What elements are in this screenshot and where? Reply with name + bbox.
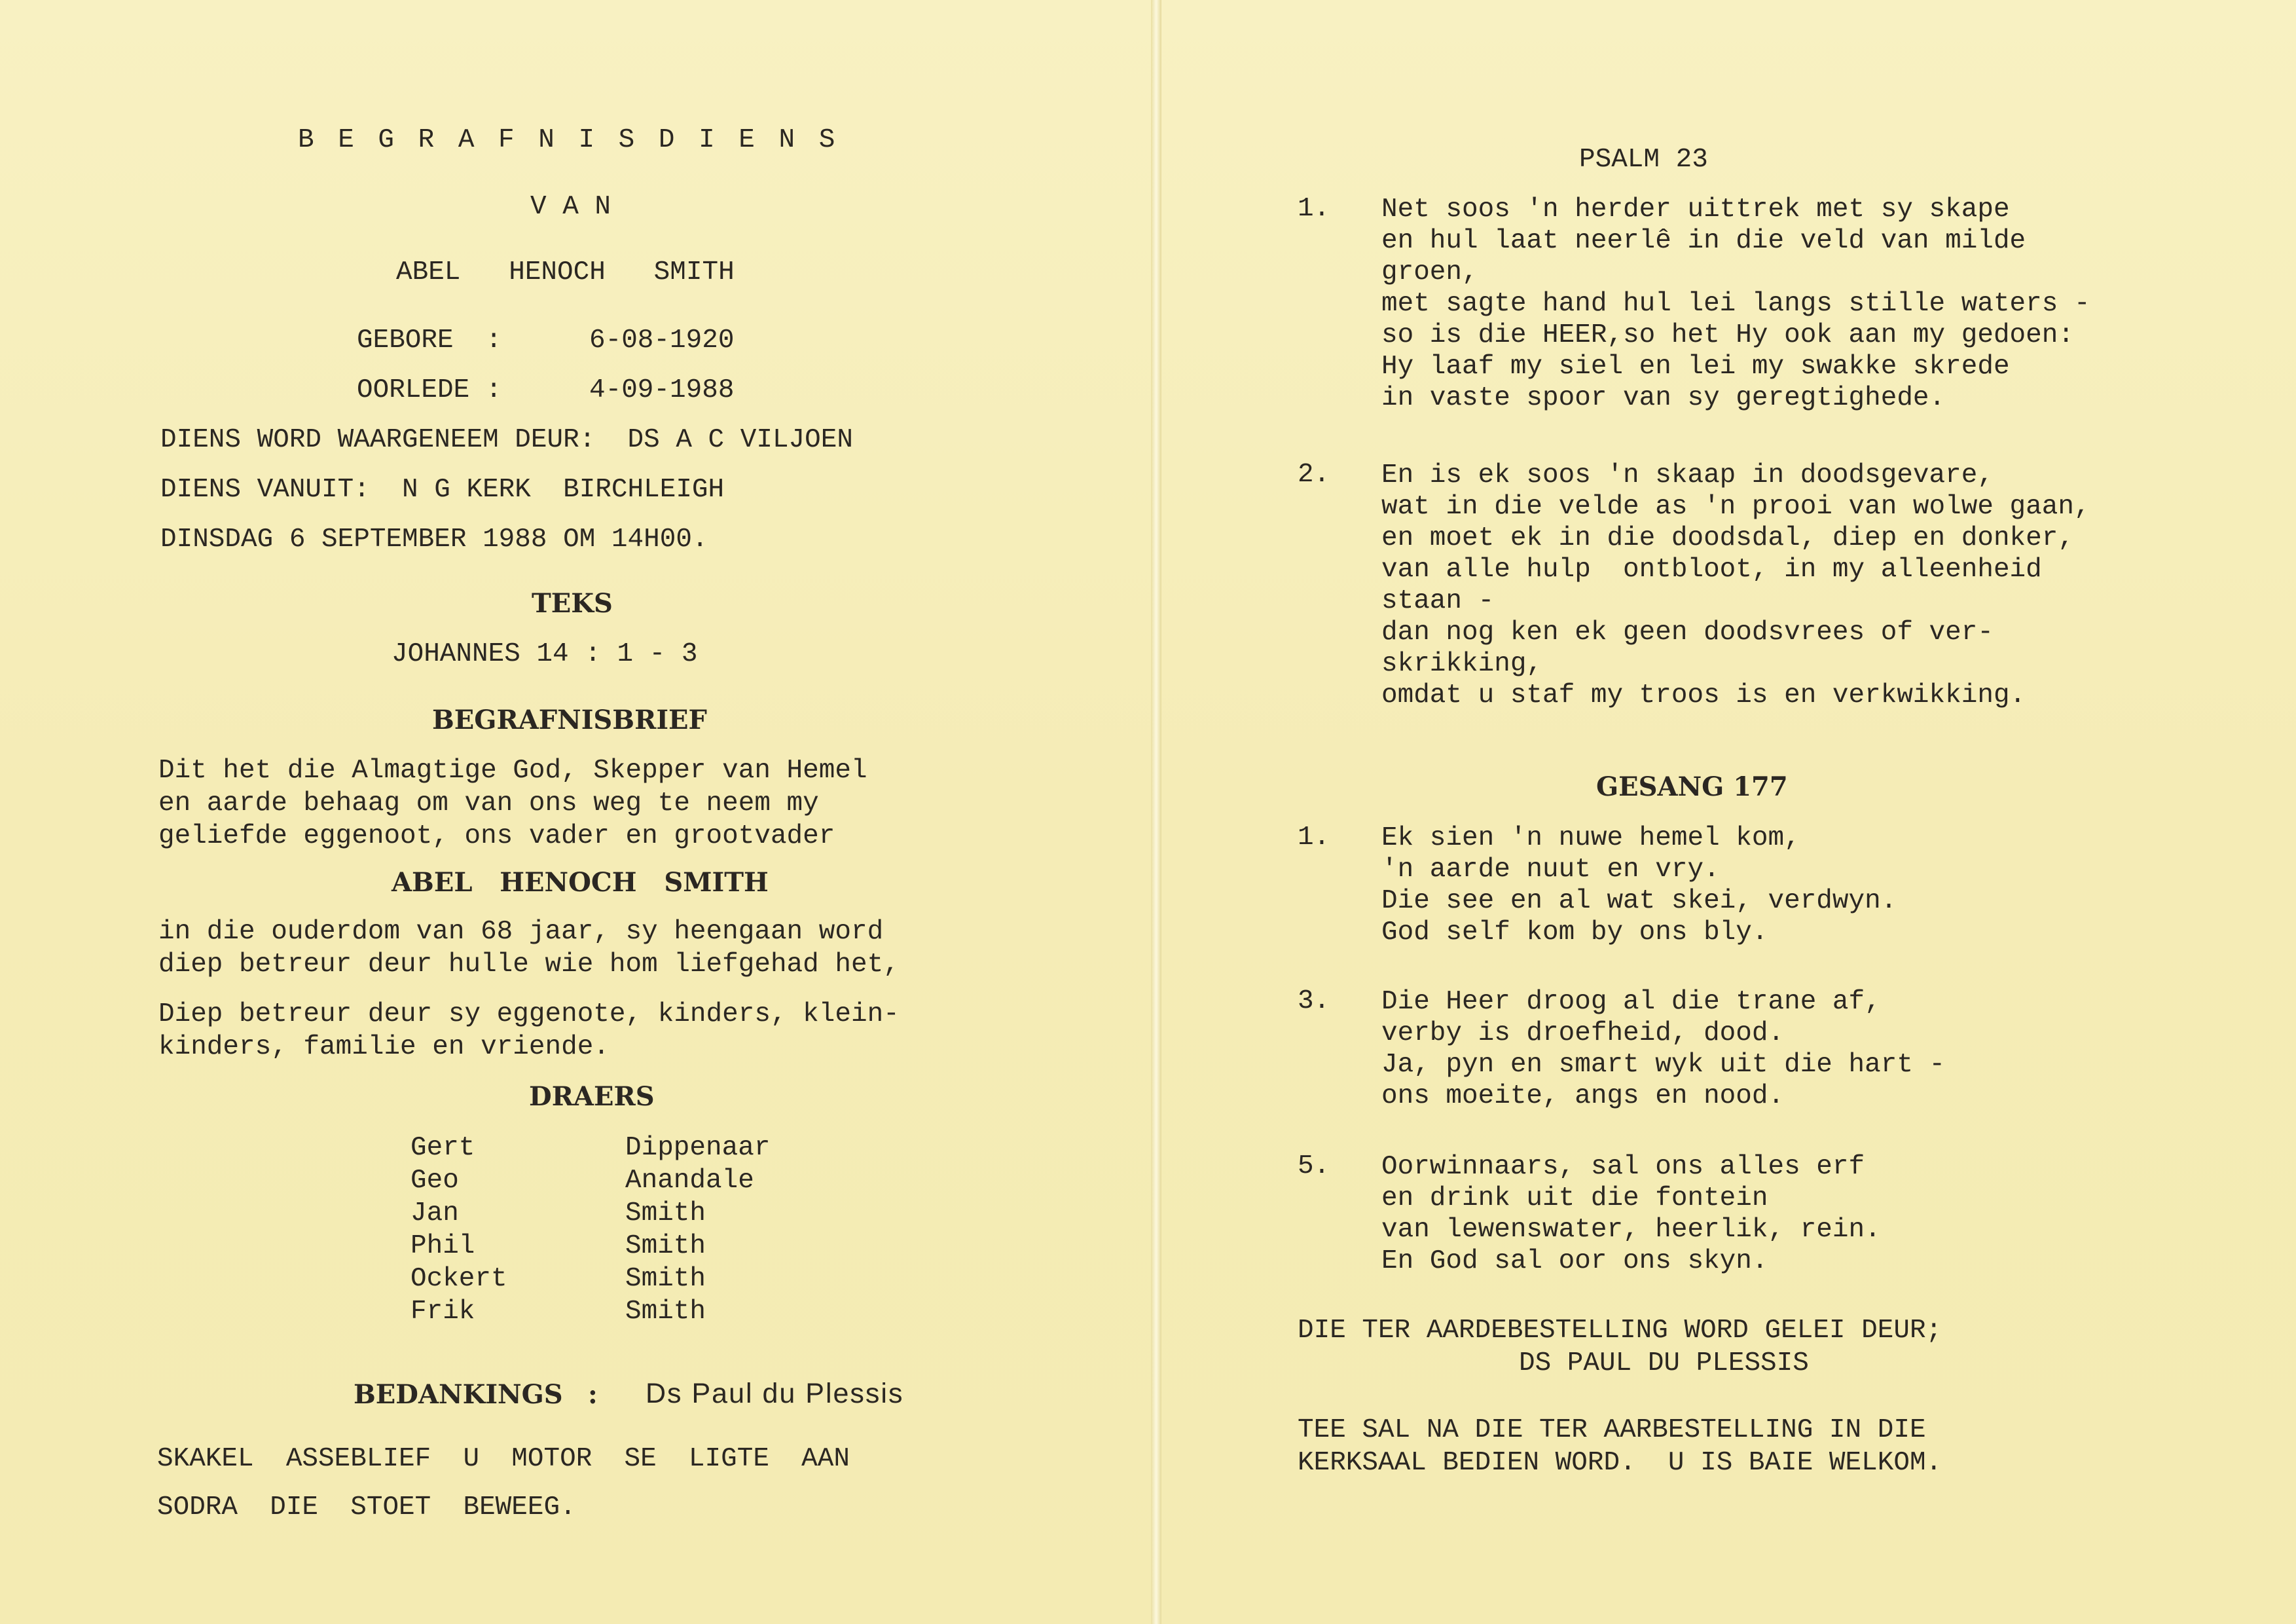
verse-line: En God sal oor ons skyn. — [1381, 1246, 1768, 1276]
verse-line: Oorwinnaars, sal ons alles erf — [1381, 1152, 1865, 1182]
bearer-last-name: Smith — [625, 1264, 706, 1294]
gesang-stanza — [1381, 822, 1897, 948]
verse-line: Ja, pyn en smart wyk uit die hart - — [1381, 1050, 1946, 1080]
born-date: 6-08-1920 — [589, 325, 735, 356]
thanks-name: Ds Paul du Plessis — [646, 1378, 904, 1409]
gesang-stanza — [1381, 1151, 1881, 1277]
van-label: V A N — [530, 192, 611, 222]
psalm-heading: PSALM 23 — [1579, 145, 1708, 175]
letter-heading: BEGRAFNISBRIEF — [432, 705, 707, 735]
verse-line: En is ek soos 'n skaap in doodsgevare, — [1381, 460, 1994, 490]
verse-line: omdat u staf my troos is en verkwikking. — [1381, 680, 2026, 710]
stanza-number: 1. — [1298, 822, 1330, 853]
letter-line: Dit het die Almagtige God, Skepper van Hemel — [158, 756, 867, 786]
officiant-line: DIENS WORD WAARGENEEM DEUR: DS A C VILJOEN — [160, 425, 853, 455]
car-lights-line: SODRA DIE STOET BEWEEG. — [157, 1492, 576, 1522]
verse-line: Hy laaf my siel en lei my swakke skrede — [1381, 352, 2010, 382]
verse-line: God self kom by ons bly. — [1381, 917, 1768, 948]
bearer-first-name: Phil — [410, 1231, 475, 1261]
thanks-label: BEDANKINGS — [354, 1379, 563, 1410]
teks-heading: TEKS — [532, 588, 613, 619]
bearers-heading: DRAERS — [529, 1081, 655, 1112]
age-line: diep betreur deur hulle wie hom liefgehad het, — [158, 950, 900, 980]
burial-note-line: DIE TER AARDEBESTELLING WORD GELEI DEUR; — [1298, 1316, 1942, 1346]
verse-line: groen, — [1381, 257, 1478, 287]
mourn-line: Diep betreur deur sy eggenote, kinders, klein- — [158, 999, 900, 1029]
verse-line: ons moeite, angs en nood. — [1381, 1081, 1785, 1111]
died-label: OORLEDE : — [357, 375, 502, 405]
verse-line: staan - — [1381, 586, 1495, 616]
bearer-last-name: Anandale — [625, 1166, 754, 1196]
bearer-first-name: Jan — [410, 1198, 459, 1228]
bearer-first-name: Gert — [410, 1133, 475, 1163]
letter-line: en aarde behaag om van ons weg te neem my — [158, 788, 819, 819]
teks-reference: JOHANNES 14 : 1 - 3 — [392, 639, 698, 669]
verse-line: wat in die velde as 'n prooi van wolwe gaan, — [1381, 492, 2090, 522]
datetime-line: DINSDAG 6 SEPTEMBER 1988 OM 14H00. — [160, 525, 708, 555]
age-line: in die ouderdom van 68 jaar, sy heengaan word — [158, 917, 884, 947]
bearer-first-name: Ockert — [410, 1264, 507, 1294]
stanza-number: 2. — [1298, 460, 1330, 490]
born-label: GEBORE : — [357, 325, 502, 356]
verse-line: Ek sien 'n nuwe hemel kom, — [1381, 823, 1800, 853]
bearer-last-name: Smith — [625, 1198, 706, 1228]
died-date: 4-09-1988 — [589, 375, 735, 405]
bearer-first-name: Frik — [410, 1297, 475, 1327]
deceased-name: ABEL HENOCH SMITH — [396, 257, 735, 287]
bearer-last-name: Dippenaar — [625, 1133, 771, 1163]
mourn-line: kinders, familie en vriende. — [158, 1032, 610, 1062]
verse-line: Die Heer droog al die trane af, — [1381, 987, 1881, 1017]
verse-line: Net soos 'n herder uittrek met sy skape — [1381, 194, 2010, 225]
stanza-number: 1. — [1298, 194, 1330, 224]
car-lights-line: SKAKEL ASSEBLIEF U MOTOR SE LIGTE AAN — [157, 1444, 850, 1474]
verse-line: dan nog ken ek geen doodsvrees of ver- — [1381, 618, 1994, 648]
verse-line: met sagte hand hul lei langs stille waters - — [1381, 289, 2090, 319]
bearer-last-name: Smith — [625, 1231, 706, 1261]
verse-line: Die see en al wat skei, verdwyn. — [1381, 886, 1897, 916]
venue-line: DIENS VANUIT: N G KERK BIRCHLEIGH — [160, 475, 725, 505]
bearer-last-name: Smith — [625, 1297, 706, 1327]
stanza-number: 5. — [1298, 1151, 1330, 1181]
bearer-first-name: Geo — [410, 1166, 459, 1196]
gesang-stanza — [1381, 986, 1945, 1112]
psalm-stanza — [1381, 194, 2090, 414]
verse-line: van alle hulp ontbloot, in my alleenheid — [1381, 555, 2042, 585]
letter-line: geliefde eggenoot, ons vader en grootvader — [158, 821, 835, 851]
verse-line: so is die HEER,so het Hy ook aan my gedoen: — [1381, 320, 2074, 350]
letter-deceased-name: ABEL HENOCH SMITH — [392, 867, 769, 898]
verse-line: en moet ek in die doodsdal, diep en donker, — [1381, 523, 2074, 553]
page-fold — [1151, 0, 1161, 1624]
stanza-number: 3. — [1298, 986, 1330, 1016]
tea-note-line: KERKSAAL BEDIEN WORD. U IS BAIE WELKOM. — [1298, 1448, 1942, 1478]
thanks-colon: : — [588, 1379, 598, 1410]
verse-line: in vaste spoor van sy geregtighede. — [1381, 383, 1946, 413]
verse-line: en hul laat neerlê in die veld van milde — [1381, 226, 2026, 256]
service-title: B E G R A F N I S D I E N S — [298, 125, 839, 155]
verse-line: van lewenswater, heerlik, rein. — [1381, 1215, 1881, 1245]
burial-officiant: DS PAUL DU PLESSIS — [1519, 1348, 1809, 1378]
tea-note-line: TEE SAL NA DIE TER AARBESTELLING IN DIE — [1298, 1415, 1926, 1445]
verse-line: verby is droefheid, dood. — [1381, 1018, 1785, 1048]
verse-line: 'n aarde nuut en vry. — [1381, 855, 1720, 885]
psalm-stanza — [1381, 460, 2090, 711]
verse-line: en drink uit die fontein — [1381, 1183, 1768, 1213]
verse-line: skrikking, — [1381, 649, 1543, 679]
gesang-heading: GESANG 177 — [1596, 771, 1788, 802]
